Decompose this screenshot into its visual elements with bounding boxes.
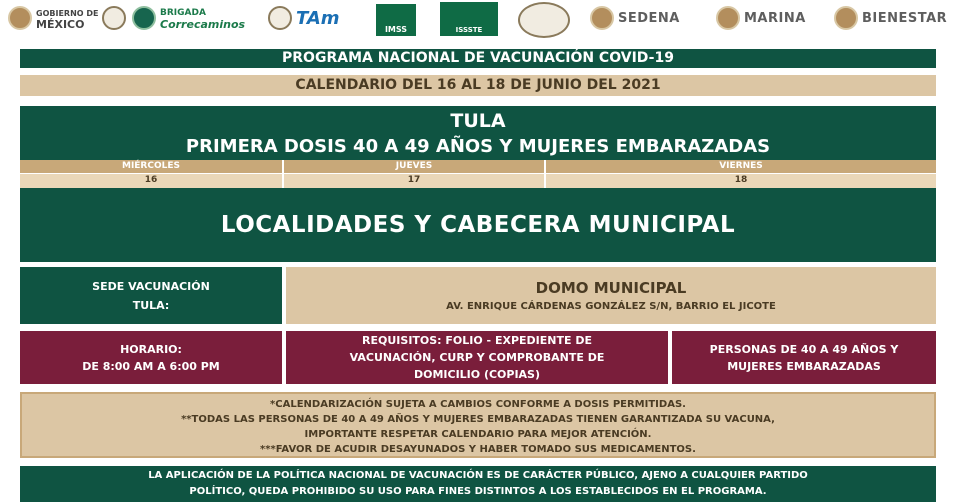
sedena-seal-icon bbox=[590, 6, 614, 30]
weekday-row bbox=[20, 160, 936, 173]
marina-logo bbox=[716, 6, 806, 30]
requisitos-line: REQUISITOS: FOLIO - EXPEDIENTE DE bbox=[362, 334, 592, 347]
target-group: PRIMERA DOSIS 40 A 49 AÑOS Y MUJERES EMBARAZADAS bbox=[185, 136, 771, 157]
bienestar-seal-icon bbox=[834, 6, 858, 30]
horario-cell bbox=[20, 331, 282, 384]
personas-line: PERSONAS DE 40 A 49 AÑOS Y bbox=[709, 342, 899, 356]
crest-icon bbox=[102, 6, 126, 30]
sede-label bbox=[20, 267, 282, 324]
sede-row bbox=[20, 267, 936, 324]
day-date: 18 bbox=[544, 174, 936, 188]
location-banner bbox=[20, 106, 936, 162]
sedena-text: SEDENA bbox=[618, 10, 680, 26]
sede-address: AV. ENRIQUE CÁRDENAS GONZÁLEZ S/N, BARRIO EL JICOTE bbox=[446, 300, 776, 312]
logo-strip bbox=[0, 0, 960, 44]
runner-icon bbox=[132, 6, 156, 30]
personas-cell bbox=[672, 331, 936, 384]
tam-text: TAm bbox=[296, 7, 340, 29]
note-line: *CALENDARIZACIÓN SUJETA A CAMBIOS CONFORME A DOSIS PERMITIDAS. bbox=[270, 399, 686, 410]
day-date: 16 bbox=[144, 175, 158, 185]
state-seal-icon bbox=[268, 6, 292, 30]
localidades-banner: LOCALIDADES Y CABECERA MUNICIPAL bbox=[20, 188, 936, 262]
bienestar-logo bbox=[834, 6, 947, 30]
requisitos-cell bbox=[286, 331, 668, 384]
program-title: PROGRAMA NACIONAL DE VACUNACIÓN COVID-19 bbox=[20, 49, 936, 68]
sede-place: DOMO MUNICIPAL bbox=[535, 278, 687, 297]
personas-line: MUJERES EMBARAZADAS bbox=[727, 359, 881, 373]
sedena-logo bbox=[590, 6, 680, 30]
defense-seal-icon bbox=[518, 2, 570, 38]
day-name: MIÉRCOLES bbox=[121, 161, 180, 171]
footer-line: LA APLICACIÓN DE LA POLÍTICA NACIONAL DE VACUNACIÓN ES DE CARÁCTER PÚBLICO, AJENO A CUALQUIER PARTIDO bbox=[148, 470, 808, 481]
gobierno-line1: GOBIERNO DE bbox=[36, 8, 99, 18]
day-name: VIERNES bbox=[544, 160, 936, 173]
eagle-seal-icon bbox=[8, 6, 32, 30]
calendar-title: CALENDARIO DEL 16 AL 18 DE JUNIO DEL 2021 bbox=[20, 75, 936, 96]
legal-footer bbox=[20, 466, 936, 502]
brigada-logo bbox=[132, 6, 245, 30]
tam-logo bbox=[268, 6, 340, 30]
brigada-line2: Correcaminos bbox=[160, 18, 246, 31]
horario-hours: DE 8:00 AM A 6:00 PM bbox=[82, 359, 220, 373]
note-line: **TODAS LAS PERSONAS DE 40 A 49 AÑOS Y MUJERES EMBARAZADAS TIENEN GARANTIZADA SU VACUNA, bbox=[181, 414, 775, 425]
note-line: IMPORTANTE RESPETAR CALENDARIO PARA MEJOR ATENCIÓN. bbox=[304, 429, 652, 440]
sede-info bbox=[286, 267, 936, 324]
sede-label-line2: TULA: bbox=[132, 298, 170, 312]
date-row bbox=[20, 174, 936, 188]
imss-logo bbox=[376, 4, 416, 36]
day-date: 17 bbox=[282, 174, 544, 188]
brigada-line1: BRIGADA bbox=[160, 8, 206, 18]
issste-text: ISSSTE bbox=[455, 26, 483, 34]
army-seal-logo bbox=[518, 2, 570, 38]
info-row bbox=[20, 331, 936, 384]
marina-seal-icon bbox=[716, 6, 740, 30]
requisitos-line: VACUNACIÓN, CURP Y COMPROBANTE DE bbox=[349, 351, 605, 364]
requisitos-line: DOMICILIO (COPIAS) bbox=[413, 368, 541, 381]
day-name: JUEVES bbox=[282, 160, 544, 173]
gobierno-mexico-logo bbox=[8, 6, 126, 30]
issste-logo bbox=[440, 2, 498, 36]
notes-box bbox=[20, 392, 936, 458]
horario-label: HORARIO: bbox=[120, 342, 182, 356]
gobierno-line2: MÉXICO bbox=[36, 17, 85, 31]
marina-text: MARINA bbox=[744, 10, 806, 26]
bienestar-text: BIENESTAR bbox=[862, 10, 948, 26]
municipality-name: TULA bbox=[450, 110, 506, 132]
footer-line: POLÍTICO, QUEDA PROHIBIDO SU USO PARA FINES DISTINTOS A LOS ESTABLECIDOS EN EL PROGRAMA. bbox=[189, 486, 767, 497]
imss-text: IMSS bbox=[384, 25, 408, 34]
note-line: ***FAVOR DE ACUDIR DESAYUNADOS Y HABER TOMADO SUS MEDICAMENTOS. bbox=[260, 444, 696, 455]
sede-label-line1: SEDE VACUNACIÓN bbox=[92, 279, 210, 293]
